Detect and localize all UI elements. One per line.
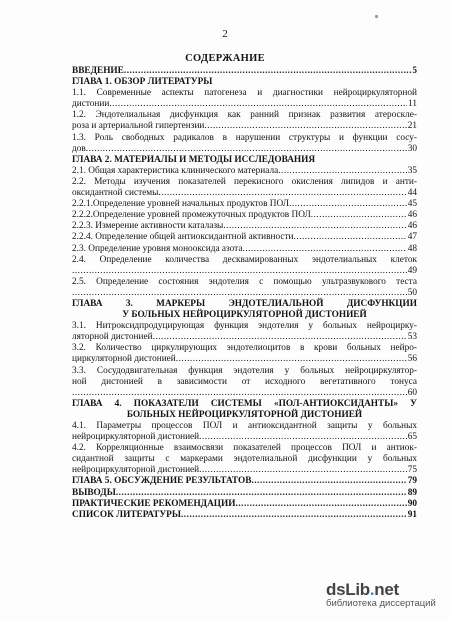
toc-entry-2-2-2[interactable] bbox=[72, 210, 417, 221]
toc-entry-3-3[interactable] bbox=[72, 366, 417, 399]
toc-chapter-1[interactable]: ГЛАВА 1. ОБЗОР ЛИТЕРАТУРЫ bbox=[72, 77, 213, 88]
toc-page-number: 48 bbox=[407, 243, 417, 254]
toc-entry-label: 2.2. Методы изучения показателей перекисного окисления липидов и анти- bbox=[72, 176, 417, 187]
toc-page-number: 90 bbox=[407, 498, 417, 509]
scan-speck bbox=[375, 15, 378, 18]
toc-page-number: 60 bbox=[407, 387, 417, 398]
page-title: СОДЕРЖАНИЕ bbox=[185, 53, 265, 64]
toc-chapter-4[interactable] bbox=[72, 399, 417, 421]
leader-dots bbox=[204, 121, 406, 132]
toc-page-number: 89 bbox=[407, 487, 417, 498]
toc-entry-label: 2.1. Общая характеристика клинического материала bbox=[72, 165, 279, 176]
toc-page-number: 75 bbox=[407, 465, 417, 476]
toc-chapter-2[interactable]: ГЛАВА 2. МАТЕРИАЛЫ И МЕТОДЫ ИССЛЕДОВАНИЯ bbox=[72, 154, 316, 165]
leader-dots bbox=[158, 188, 406, 199]
toc-entry-label: 3.1. Нитроксидпродуцирующая функция эндотелия у больных нейроцирку- bbox=[72, 321, 417, 332]
toc-entry-label-cont: оксидантной системы bbox=[72, 188, 159, 199]
toc-entry-label: 3.2. Количество циркулирующих эндотелиоцитов в крови больных нейро- bbox=[72, 343, 417, 354]
toc-page-number: 30 bbox=[407, 143, 417, 154]
toc-page-number: 47 bbox=[407, 232, 417, 243]
toc-page-number: 56 bbox=[407, 354, 417, 365]
toc-page-number: 45 bbox=[407, 199, 417, 210]
leader-dots bbox=[251, 476, 406, 487]
toc-entry-label: ВВЕДЕНИЕ bbox=[72, 66, 124, 76]
toc-entry-2-3[interactable] bbox=[72, 244, 417, 255]
leader-dots bbox=[72, 266, 407, 277]
toc-entry-label: 3.3. Сосудодвигательная функция эндотелия у больных нейроциркулятор- bbox=[72, 365, 417, 376]
toc-entry-references[interactable] bbox=[72, 510, 417, 521]
toc-entry-1-3[interactable] bbox=[72, 133, 417, 155]
page-number: 2 bbox=[222, 28, 228, 40]
toc-entry-1-1[interactable] bbox=[72, 88, 417, 110]
toc-entry-label-cont2: нейроциркуляторной дистонией bbox=[72, 465, 200, 476]
toc-entry-2-4[interactable] bbox=[72, 255, 417, 277]
leader-dots bbox=[243, 244, 407, 255]
leader-dots bbox=[153, 332, 407, 343]
toc-entry-label: 2.2.3. Измерение активности каталазы bbox=[72, 221, 224, 232]
leader-dots bbox=[176, 354, 407, 365]
toc-entry-3-1[interactable] bbox=[72, 321, 417, 343]
toc-page-number: 46 bbox=[407, 210, 417, 221]
toc-page-number: 49 bbox=[407, 265, 417, 276]
toc-chapter-5[interactable] bbox=[72, 476, 417, 487]
toc-entry-label-cont: сидантной защиты с маркерами эндотелиальной дисфункции у больных bbox=[72, 454, 417, 465]
leader-dots bbox=[116, 488, 407, 499]
toc-entry-label: 1.1. Современные аспекты патогенеза и диагностики нейроциркуляторной bbox=[72, 88, 417, 99]
toc-entry-2-5[interactable] bbox=[72, 277, 417, 299]
toc-entry-label: 4.2. Корреляционные взаимосвязи показателей процессов ПОЛ и антиок- bbox=[72, 443, 417, 454]
leader-dots bbox=[72, 288, 407, 299]
watermark-brand: dsLib.net bbox=[326, 580, 399, 599]
toc-entry-label-cont: роза и артериальной гипертензии bbox=[72, 121, 205, 132]
leader-dots bbox=[311, 210, 407, 221]
toc-page-number: 44 bbox=[407, 188, 417, 199]
toc-entry-2-2-3[interactable] bbox=[72, 221, 417, 232]
toc-entry-label: 4.1. Параметры процессов ПОЛ и антиоксидантной защиты у больных bbox=[72, 421, 417, 431]
toc-chapter-label: ГЛАВА 3. МАРКЕРЫ ЭНДОТЕЛИАЛЬНОЙ ДИСФУНКЦИИ bbox=[72, 298, 417, 309]
toc-entry-label: 2.2.4. Определение общей антиоксидантной активности bbox=[72, 232, 294, 243]
toc-entry-label: ВЫВОДЫ bbox=[72, 487, 116, 498]
toc-entry-label: 2.5. Определение состояния эндотелия с помощью ультразвукового теста bbox=[72, 276, 417, 287]
toc-entry-2-2-1[interactable] bbox=[72, 199, 417, 210]
leader-dots bbox=[294, 232, 407, 243]
toc-entry-label: ГЛАВА 5. ОБСУЖДЕНИЕ РЕЗУЛЬТАТОВ bbox=[72, 476, 252, 487]
leader-dots bbox=[124, 66, 411, 77]
toc-chapter-label-cont: У БОЛЬНЫХ НЕЙРОЦИРКУЛЯТОРНОЙ ДИСТОНИЕЙ bbox=[122, 310, 367, 321]
toc-page-number: 53 bbox=[407, 332, 417, 343]
toc-page-number: 50 bbox=[407, 287, 417, 298]
leader-dots bbox=[289, 199, 407, 210]
dslib-watermark-logo[interactable] bbox=[326, 580, 446, 609]
toc-page-number: 65 bbox=[407, 432, 417, 443]
leader-dots bbox=[72, 388, 407, 399]
toc-entry-label: 2.2.1.Определение уровней начальных продуктов ПОЛ bbox=[72, 199, 290, 210]
toc-entry-label-cont: дов bbox=[72, 143, 86, 154]
toc-entry-label-cont: нейроциркуляторной дистонией bbox=[72, 432, 200, 443]
toc-entry-2-2-4[interactable] bbox=[72, 232, 417, 243]
toc-entry-label-cont: ляторной дистонией bbox=[72, 332, 153, 343]
toc-entry-3-2[interactable] bbox=[72, 343, 417, 365]
leader-dots bbox=[199, 432, 407, 443]
toc-entry-recommendations[interactable] bbox=[72, 499, 417, 510]
toc-entry-label-cont: ной дистонией в зависимости от исходного вегетативного тонуса bbox=[72, 376, 417, 387]
toc-entry-4-2[interactable] bbox=[72, 443, 417, 476]
watermark-dot: . bbox=[369, 580, 375, 599]
leader-dots bbox=[278, 166, 406, 177]
table-of-contents bbox=[72, 66, 417, 521]
leader-dots bbox=[86, 144, 407, 155]
toc-entry-label-cont: циркуляторной дистонией bbox=[72, 354, 176, 365]
toc-page-number: 5 bbox=[412, 66, 417, 76]
leader-dots bbox=[235, 499, 406, 510]
toc-page-number: 46 bbox=[407, 221, 417, 232]
toc-page-number: 11 bbox=[408, 99, 417, 110]
toc-entry-label: СПИСОК ЛИТЕРАТУРЫ bbox=[72, 509, 181, 520]
toc-entry-conclusions[interactable] bbox=[72, 488, 417, 499]
toc-entry-intro[interactable] bbox=[72, 66, 417, 77]
toc-entry-label: 2.4. Определение количества десквамированных эндотелиальных клеток bbox=[72, 254, 417, 265]
leader-dots bbox=[109, 99, 407, 110]
toc-chapter-3[interactable] bbox=[72, 299, 417, 321]
toc-entry-label: 2.3. Определение уровня монооксида азота bbox=[72, 243, 243, 254]
toc-entry-2-1[interactable] bbox=[72, 166, 417, 177]
leader-dots bbox=[223, 221, 406, 232]
toc-chapter-label: ГЛАВА 4. ПОКАЗАТЕЛИ СИСТЕМЫ «ПОЛ-АНТИОКСИДАНТЫ» У bbox=[72, 398, 417, 409]
toc-page-number: 21 bbox=[407, 121, 417, 132]
toc-page-number: 35 bbox=[407, 165, 417, 176]
toc-entry-1-2[interactable] bbox=[72, 110, 417, 132]
toc-entry-label: 1.2. Эндотелиальная дисфункция как ранний признак развития атероскле- bbox=[72, 110, 417, 121]
leader-dots bbox=[199, 465, 407, 476]
toc-entry-4-1[interactable] bbox=[72, 421, 417, 443]
toc-entry-label-cont: дистонии bbox=[72, 99, 110, 110]
toc-entry-label: 1.3. Роль свободных радикалов в нарушении структуры и функции сосу- bbox=[72, 132, 417, 143]
toc-entry-label: ПРАКТИЧЕСКИЕ РЕКОМЕНДАЦИИ bbox=[72, 498, 236, 509]
toc-page-number: 79 bbox=[407, 476, 417, 487]
toc-entry-2-2[interactable] bbox=[72, 177, 417, 199]
toc-entry-label: 2.2.2.Определение уровней промежуточных продуктов ПОЛ bbox=[72, 210, 311, 221]
watermark-subtitle: библиотека диссертаций bbox=[326, 598, 436, 609]
leader-dots bbox=[181, 510, 407, 521]
toc-page-number: 91 bbox=[407, 509, 417, 520]
toc-chapter-label-cont: БОЛЬНЫХ НЕЙРОЦИРКУЛЯТОРНОЙ ДИСТОНИЕЙ bbox=[126, 409, 363, 420]
